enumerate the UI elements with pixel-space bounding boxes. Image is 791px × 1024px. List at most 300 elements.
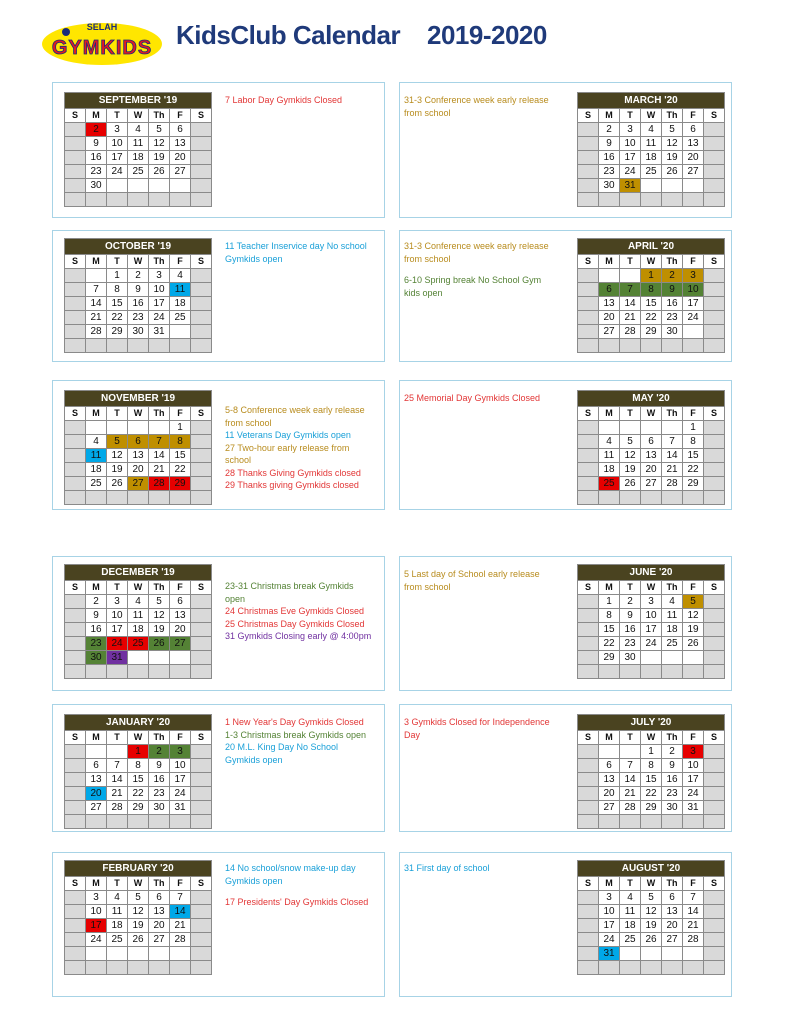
day-cell [86, 339, 107, 353]
day-cell [191, 311, 212, 325]
event-notes-jun [404, 568, 554, 593]
day-cell: 17 [683, 773, 704, 787]
day-of-week-label: W [641, 407, 662, 421]
day-cell [65, 759, 86, 773]
day-cell: 28 [620, 325, 641, 339]
day-cell: 27 [662, 933, 683, 947]
day-cell [65, 595, 86, 609]
day-cell [704, 651, 725, 665]
event-note: 28 Thanks Giving Gymkids closed [225, 467, 361, 478]
event-notes-nov [225, 404, 375, 492]
day-cell: 25 [86, 477, 107, 491]
day-cell: 19 [641, 919, 662, 933]
day-cell [65, 787, 86, 801]
day-cell [599, 269, 620, 283]
day-cell [578, 919, 599, 933]
day-cell: 7 [620, 283, 641, 297]
day-cell [65, 269, 86, 283]
day-cell: 9 [128, 283, 149, 297]
day-of-week-label: S [704, 581, 725, 595]
event-note: 24 Christmas Eve Gymkids Closed [225, 606, 365, 616]
day-of-week-label: M [599, 581, 620, 595]
day-cell [191, 179, 212, 193]
day-cell: 19 [149, 151, 170, 165]
day-cell [191, 491, 212, 505]
day-of-week-label: W [128, 581, 149, 595]
day-cell [191, 449, 212, 463]
day-of-week-label: W [128, 255, 149, 269]
day-cell [65, 449, 86, 463]
day-cell: 28 [683, 933, 704, 947]
day-cell: 4 [107, 891, 128, 905]
day-cell: 23 [128, 311, 149, 325]
month-title: MARCH '20 [578, 93, 725, 109]
day-cell [599, 665, 620, 679]
day-cell: 21 [86, 311, 107, 325]
day-cell: 19 [107, 463, 128, 477]
day-of-week-label: Th [662, 731, 683, 745]
month-calendar-may [577, 390, 725, 505]
day-cell [704, 933, 725, 947]
day-cell [620, 815, 641, 829]
day-cell [65, 137, 86, 151]
day-cell [662, 491, 683, 505]
day-cell [578, 165, 599, 179]
day-cell [704, 815, 725, 829]
day-cell: 20 [170, 151, 191, 165]
day-cell [128, 665, 149, 679]
day-cell [191, 463, 212, 477]
day-cell [65, 919, 86, 933]
day-cell: 1 [683, 421, 704, 435]
day-of-week-label: T [620, 109, 641, 123]
day-cell [704, 961, 725, 975]
day-cell [641, 665, 662, 679]
day-cell [578, 891, 599, 905]
day-cell [107, 815, 128, 829]
day-cell [170, 651, 191, 665]
day-cell: 17 [107, 623, 128, 637]
day-of-week-label: S [578, 255, 599, 269]
day-cell: 27 [86, 801, 107, 815]
day-cell [704, 193, 725, 207]
day-of-week-label: S [704, 877, 725, 891]
day-of-week-label: S [578, 731, 599, 745]
day-cell: 3 [620, 123, 641, 137]
event-note: 7 Labor Day Gymkids Closed [225, 95, 343, 105]
day-cell: 27 [170, 637, 191, 651]
day-cell: 16 [86, 623, 107, 637]
day-cell: 8 [128, 759, 149, 773]
day-cell [107, 179, 128, 193]
day-cell: 20 [128, 463, 149, 477]
day-cell [65, 297, 86, 311]
day-cell [578, 961, 599, 975]
day-cell [128, 421, 149, 435]
event-notes-may [404, 392, 554, 405]
day-of-week-label: S [65, 255, 86, 269]
day-cell [578, 339, 599, 353]
day-cell [578, 477, 599, 491]
month-title: JUNE '20 [578, 565, 725, 581]
month-calendar-aug [577, 860, 725, 975]
day-of-week-label: M [599, 731, 620, 745]
event-note: 25 Christmas Day Gymkids Closed [225, 618, 365, 629]
day-of-week-label: Th [662, 109, 683, 123]
day-cell [86, 961, 107, 975]
day-cell: 27 [128, 477, 149, 491]
day-cell: 6 [599, 759, 620, 773]
day-cell: 7 [107, 759, 128, 773]
day-cell: 6 [599, 283, 620, 297]
day-cell [578, 609, 599, 623]
day-cell [191, 421, 212, 435]
event-note: 5-8 Conference week early release from school [225, 405, 365, 428]
day-cell: 22 [107, 311, 128, 325]
day-cell: 20 [662, 919, 683, 933]
day-cell: 11 [107, 905, 128, 919]
day-cell: 18 [170, 297, 191, 311]
month-title: SEPTEMBER '19 [65, 93, 212, 109]
day-cell: 16 [662, 297, 683, 311]
day-cell: 29 [599, 651, 620, 665]
day-of-week-label: T [620, 407, 641, 421]
day-cell: 30 [149, 801, 170, 815]
day-cell: 9 [662, 759, 683, 773]
day-cell: 23 [149, 787, 170, 801]
day-cell: 12 [149, 609, 170, 623]
day-cell: 18 [662, 623, 683, 637]
day-cell: 15 [170, 449, 191, 463]
day-cell [662, 339, 683, 353]
day-of-week-label: F [170, 407, 191, 421]
day-cell [191, 891, 212, 905]
day-cell [662, 193, 683, 207]
event-note: 31-3 Conference week early release from school [404, 95, 549, 118]
day-cell: 19 [662, 151, 683, 165]
day-cell: 6 [86, 759, 107, 773]
day-cell: 25 [107, 933, 128, 947]
month-title: DECEMBER '19 [65, 565, 212, 581]
day-cell: 26 [107, 477, 128, 491]
day-cell: 4 [662, 595, 683, 609]
day-cell: 7 [620, 759, 641, 773]
day-cell: 14 [683, 905, 704, 919]
day-cell: 8 [170, 435, 191, 449]
day-cell: 23 [662, 311, 683, 325]
day-cell [65, 745, 86, 759]
day-of-week-label: S [578, 109, 599, 123]
day-cell: 1 [128, 745, 149, 759]
day-cell: 28 [86, 325, 107, 339]
day-cell [599, 745, 620, 759]
day-cell [191, 651, 212, 665]
day-of-week-label: Th [149, 877, 170, 891]
day-cell: 3 [683, 745, 704, 759]
day-cell [578, 449, 599, 463]
day-cell [578, 745, 599, 759]
day-cell: 31 [107, 651, 128, 665]
day-cell [65, 665, 86, 679]
day-cell [149, 491, 170, 505]
day-cell: 27 [683, 165, 704, 179]
day-cell [599, 815, 620, 829]
day-cell [578, 665, 599, 679]
day-cell [704, 787, 725, 801]
day-cell: 20 [170, 623, 191, 637]
day-cell: 27 [599, 325, 620, 339]
day-cell [170, 815, 191, 829]
day-cell: 24 [149, 311, 170, 325]
day-of-week-label: S [578, 581, 599, 595]
day-cell [107, 421, 128, 435]
day-of-week-label: S [65, 877, 86, 891]
day-of-week-label: Th [149, 731, 170, 745]
day-cell [191, 665, 212, 679]
day-cell [578, 137, 599, 151]
day-cell: 5 [149, 595, 170, 609]
day-cell [578, 637, 599, 651]
event-note: 20 M.L. King Day No School Gymkids open [225, 742, 339, 765]
day-cell [704, 435, 725, 449]
day-cell: 15 [641, 773, 662, 787]
day-cell: 5 [662, 123, 683, 137]
day-cell [191, 339, 212, 353]
day-cell [704, 297, 725, 311]
day-cell [65, 435, 86, 449]
event-notes-feb [225, 862, 375, 909]
day-cell: 11 [599, 449, 620, 463]
day-cell: 10 [641, 609, 662, 623]
day-cell: 25 [128, 637, 149, 651]
day-cell: 13 [170, 137, 191, 151]
month-calendar-sep [64, 92, 212, 207]
day-cell [149, 815, 170, 829]
day-of-week-label: S [191, 109, 212, 123]
day-cell: 17 [683, 297, 704, 311]
month-title: FEBRUARY '20 [65, 861, 212, 877]
day-cell: 28 [107, 801, 128, 815]
day-cell: 2 [149, 745, 170, 759]
day-of-week-label: S [191, 877, 212, 891]
day-of-week-label: T [107, 877, 128, 891]
day-cell [65, 491, 86, 505]
day-cell: 18 [599, 463, 620, 477]
day-cell [662, 421, 683, 435]
day-of-week-label: S [65, 731, 86, 745]
day-of-week-label: F [683, 109, 704, 123]
day-of-week-label: T [620, 731, 641, 745]
day-cell: 20 [641, 463, 662, 477]
day-cell: 14 [170, 905, 191, 919]
day-cell: 24 [599, 933, 620, 947]
day-cell: 5 [128, 891, 149, 905]
event-notes-jan [225, 716, 375, 766]
day-cell: 10 [683, 759, 704, 773]
day-cell: 14 [86, 297, 107, 311]
day-of-week-label: S [704, 255, 725, 269]
day-cell: 12 [149, 137, 170, 151]
day-cell: 10 [107, 609, 128, 623]
day-cell: 11 [662, 609, 683, 623]
day-cell: 7 [683, 891, 704, 905]
day-cell [641, 179, 662, 193]
day-cell [191, 745, 212, 759]
day-cell: 30 [128, 325, 149, 339]
day-cell [65, 623, 86, 637]
day-cell [128, 651, 149, 665]
day-of-week-label: F [683, 407, 704, 421]
day-cell [65, 477, 86, 491]
day-cell: 6 [149, 891, 170, 905]
day-cell: 10 [107, 137, 128, 151]
day-cell: 11 [128, 609, 149, 623]
day-cell [662, 651, 683, 665]
day-cell: 3 [107, 123, 128, 137]
day-cell [149, 193, 170, 207]
day-cell: 4 [128, 123, 149, 137]
month-calendar-oct [64, 238, 212, 353]
day-of-week-label: T [107, 109, 128, 123]
day-cell [65, 123, 86, 137]
month-title: JANUARY '20 [65, 715, 212, 731]
day-cell: 30 [662, 801, 683, 815]
day-cell [86, 491, 107, 505]
day-cell [704, 665, 725, 679]
day-cell [578, 179, 599, 193]
event-note: 14 No school/snow make-up day Gymkids open [225, 863, 356, 886]
day-cell [65, 815, 86, 829]
day-cell: 22 [683, 463, 704, 477]
day-of-week-label: S [704, 731, 725, 745]
day-cell [86, 269, 107, 283]
page-title: KidsClub Calendar 2019-2020 [176, 20, 547, 50]
day-cell [578, 759, 599, 773]
day-cell: 11 [641, 137, 662, 151]
day-cell: 22 [641, 311, 662, 325]
event-note: 27 Two-hour early release from school [225, 442, 350, 465]
day-cell [704, 801, 725, 815]
day-cell [128, 491, 149, 505]
day-cell: 16 [662, 773, 683, 787]
day-cell [578, 421, 599, 435]
day-cell: 26 [641, 933, 662, 947]
day-cell: 10 [683, 283, 704, 297]
day-cell [170, 961, 191, 975]
day-of-week-label: T [107, 581, 128, 595]
day-cell: 13 [86, 773, 107, 787]
day-cell [704, 637, 725, 651]
day-cell: 6 [683, 123, 704, 137]
day-cell [704, 745, 725, 759]
event-note: 25 Memorial Day Gymkids Closed [404, 393, 541, 403]
day-cell [86, 815, 107, 829]
day-cell: 7 [149, 435, 170, 449]
day-cell: 3 [170, 745, 191, 759]
day-cell [86, 745, 107, 759]
day-cell: 5 [149, 123, 170, 137]
day-cell [620, 193, 641, 207]
day-cell: 11 [170, 283, 191, 297]
day-cell: 18 [86, 463, 107, 477]
day-cell: 25 [599, 477, 620, 491]
month-title: NOVEMBER '19 [65, 391, 212, 407]
day-of-week-label: S [65, 581, 86, 595]
day-cell [704, 919, 725, 933]
day-cell: 26 [128, 933, 149, 947]
day-cell: 13 [599, 773, 620, 787]
day-cell: 19 [683, 623, 704, 637]
day-cell [704, 325, 725, 339]
day-cell [704, 269, 725, 283]
day-cell: 3 [107, 595, 128, 609]
day-cell: 24 [641, 637, 662, 651]
day-of-week-label: M [599, 407, 620, 421]
day-cell: 23 [599, 165, 620, 179]
day-of-week-label: F [683, 581, 704, 595]
day-of-week-label: Th [662, 407, 683, 421]
day-cell: 31 [599, 947, 620, 961]
day-of-week-label: T [107, 731, 128, 745]
day-cell: 25 [641, 165, 662, 179]
month-calendar-jan [64, 714, 212, 829]
day-cell [578, 193, 599, 207]
day-cell [599, 193, 620, 207]
day-of-week-label: M [86, 581, 107, 595]
day-cell [65, 773, 86, 787]
day-cell: 6 [170, 595, 191, 609]
day-of-week-label: Th [662, 255, 683, 269]
day-cell [620, 269, 641, 283]
day-of-week-label: Th [149, 407, 170, 421]
day-cell [191, 773, 212, 787]
day-cell [65, 339, 86, 353]
day-cell: 3 [599, 891, 620, 905]
day-cell [704, 311, 725, 325]
event-notes-sep [225, 94, 375, 107]
day-cell: 4 [86, 435, 107, 449]
day-cell: 26 [620, 477, 641, 491]
day-cell [704, 137, 725, 151]
day-cell: 5 [641, 891, 662, 905]
day-cell [683, 651, 704, 665]
day-cell [65, 179, 86, 193]
day-cell: 31 [170, 801, 191, 815]
day-of-week-label: T [107, 407, 128, 421]
day-cell [578, 933, 599, 947]
day-of-week-label: F [683, 731, 704, 745]
day-cell: 4 [170, 269, 191, 283]
day-of-week-label: S [191, 581, 212, 595]
day-cell: 12 [683, 609, 704, 623]
day-cell: 3 [149, 269, 170, 283]
day-cell: 24 [170, 787, 191, 801]
event-notes-dec [225, 580, 375, 643]
day-cell: 20 [599, 311, 620, 325]
day-cell [191, 623, 212, 637]
day-cell: 2 [599, 123, 620, 137]
day-cell [578, 463, 599, 477]
event-note: 29 Thanks giving Gymkids closed [225, 480, 359, 490]
day-cell [578, 269, 599, 283]
day-cell: 30 [86, 651, 107, 665]
day-cell [704, 449, 725, 463]
day-cell [662, 961, 683, 975]
day-cell: 20 [149, 919, 170, 933]
day-cell: 11 [86, 449, 107, 463]
day-cell: 1 [107, 269, 128, 283]
month-calendar-jul [577, 714, 725, 829]
